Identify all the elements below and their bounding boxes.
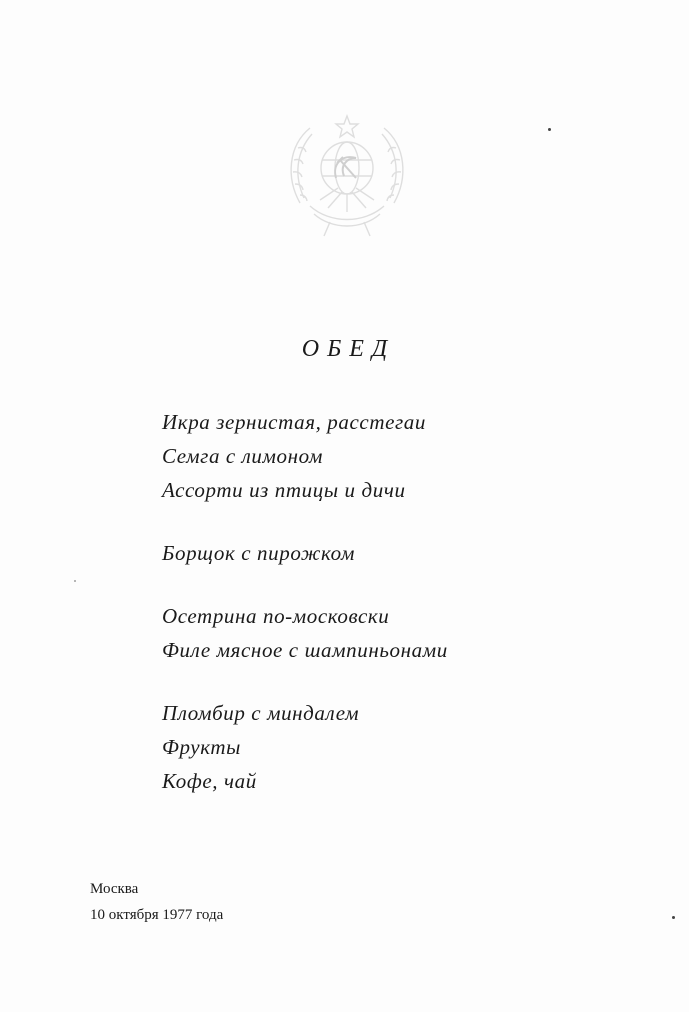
footer-date: 10 октября 1977 года: [90, 907, 224, 923]
menu-course: [162, 599, 448, 667]
menu-course: [162, 405, 448, 507]
menu-item: Пломбир с миндалем: [162, 701, 360, 725]
menu-title: ОБЕД: [301, 336, 396, 362]
menu-item: Икра зернистая, расстегаи: [162, 410, 426, 434]
footer-city: Москва: [90, 881, 139, 897]
menu-item: Фрукты: [162, 735, 241, 759]
scan-speck: [672, 916, 675, 919]
scan-speck: [548, 128, 551, 131]
scan-speck: [74, 580, 76, 582]
menu-course: [162, 536, 448, 570]
menu-item: Борщок с пирожком: [162, 541, 355, 565]
menu-item: Семга с лимоном: [162, 444, 323, 468]
ussr-state-emblem-icon: [280, 108, 414, 242]
footer: [90, 876, 223, 928]
menu-item: Кофе, чай: [162, 769, 257, 793]
menu-item: Филе мясное с шампиньонами: [162, 638, 448, 662]
menu-list: [162, 405, 448, 827]
menu-item: Осетрина по-московски: [162, 604, 390, 628]
menu-item: Ассорти из птицы и дичи: [162, 478, 406, 502]
menu-course: [162, 696, 448, 798]
